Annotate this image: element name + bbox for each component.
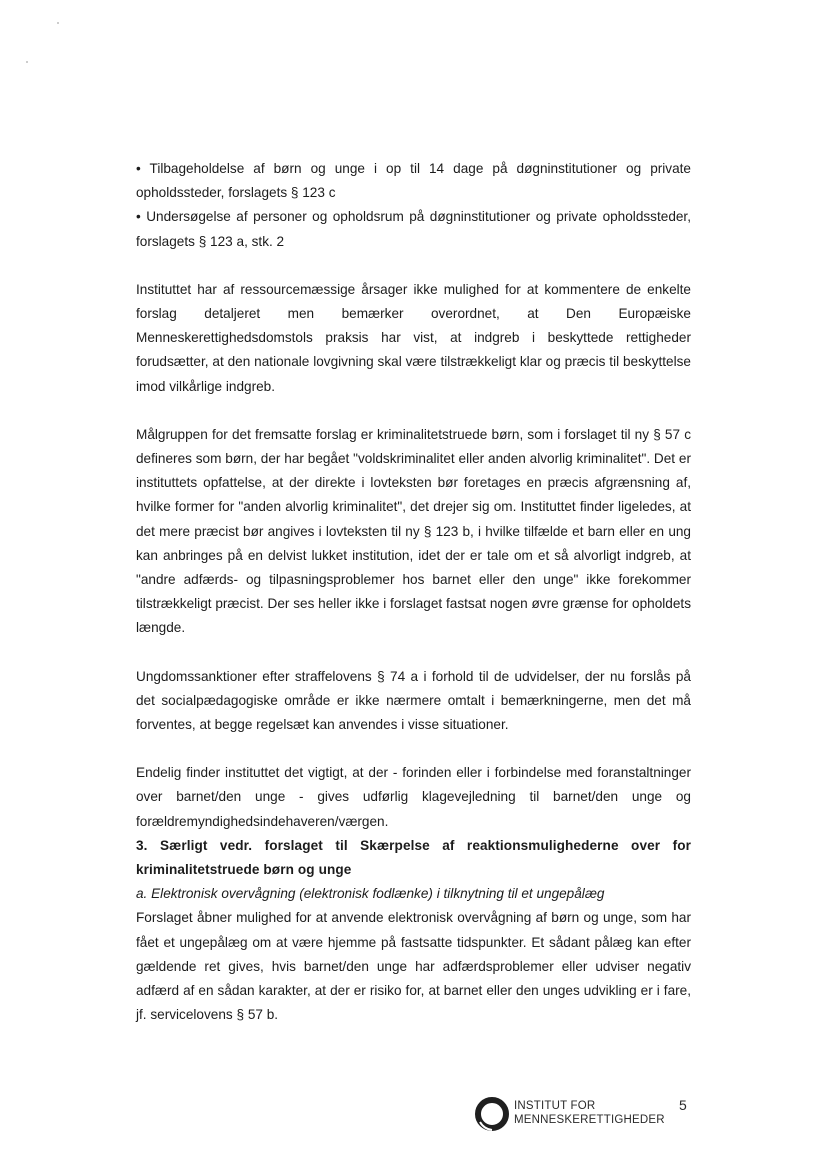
section-subheading: a. Elektronisk overvågning (elektronisk fodlænke) i tilknytning til et ungepålæg (136, 886, 605, 902)
logo-text-line1: INSTITUT FOR (514, 1100, 596, 1112)
logo-text (514, 1099, 665, 1127)
bullet-item: • Undersøgelse af personer og opholdsrum på døgninstitutioner og private opholdssteder, forslagets § 123 a, stk. 2 (136, 209, 691, 249)
footer-logo (474, 1094, 694, 1134)
logo-text-line2: MENNESKERETTIGHEDER (514, 1114, 665, 1126)
paragraph: Endelig finder instituttet det vigtigt, at der - forinden eller i forbindelse med foranstaltninger over barnet/den unge - gives udførlig klagevejledning til barnet/den unge og forældremyndighedsindehaveren/værgen. (136, 765, 691, 829)
page-content (136, 157, 691, 1028)
paragraph: Ungdomssanktioner efter straffelovens § 74 a i forhold til de udvidelser, der nu forslås på det socialpædagogiske område er ikke nærmere omtalt i bemærkningerne, men det må forventes, at begge regelsæt kan anvendes i visse situationer. (136, 668, 691, 733)
scan-speck (26, 61, 28, 63)
paragraph: Målgruppen for det fremsatte forslag er kriminalitetstruede børn, som i forslaget til ny § 57 c defineres som børn, der har begået "voldskriminalitet eller anden alvorlig kriminalitet". Det er instituttets opfattelse, at der direkte i lovteksten bør foretages en præcis afgrænsning af, hvilke former for "anden alvorlig kriminalitet", det drejer sig om. Instituttet finder ligeledes, at det mere præcist bør angives i lovteksten til ny § 123 b, i hvilke tilfælde et barn eller en ung kan anbringes på en delvist lukket institution, idet der er tale om et så alvorligt indgreb, at "andre adfærds- og tilpasningsproblemer hos barnet eller den unge" ikke forekommer tilstrækkeligt præcist. Der ses heller ikke i forslaget fastsat nogen øvre grænse for opholdets længde. (136, 426, 691, 636)
scan-speck (57, 22, 59, 24)
section-heading: 3. Særligt vedr. forslaget til Skærpelse af reaktionsmulighederne over for kriminalitetstruede børn og unge (136, 837, 691, 878)
section-body: Forslaget åbner mulighed for at anvende elektronisk overvågning af børn og unge, som har fået et ungepålæg om at være hjemme på fastsatte tidspunkter. Et sådant pålæg kan efter gældende ret gives, hvis barnet/den unge har adfærdsproblemer eller udviser negativ adfærd af en sådan karakter, at der er risiko for, at barnet eller den unges udvikling er i fare, jf. servicelovens § 57 b. (136, 910, 691, 1023)
bullet-item: • Tilbageholdelse af børn og unge i op til 14 dage på døgninstitutioner og private opholdssteder, forslagets § 123 c (136, 161, 691, 201)
paragraph: Instituttet har af ressourcemæssige årsager ikke mulighed for at kommentere de enkelte forslag detaljeret men bemærker overordnet, at Den Europæiske Menneskerettighedsdomstols praksis har vist, at indgreb i beskyttede rettigheder forudsætter, at den nationale lovgivning skal være tilstrækkeligt klar og præcis til beskyttelse imod vilkårlige indgreb. (136, 281, 691, 394)
page-number: 5 (679, 1097, 687, 1113)
institute-logo-icon (474, 1096, 510, 1132)
